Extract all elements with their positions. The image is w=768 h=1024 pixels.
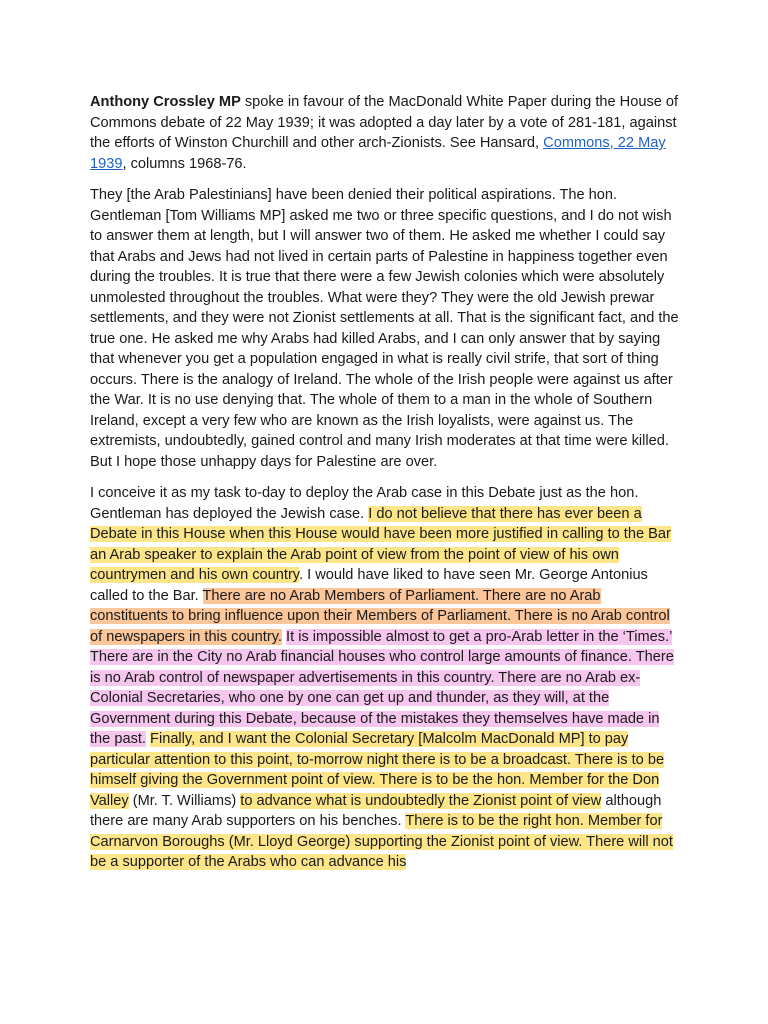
highlight-yellow: I do not believe that there has ever been a Debate in this House when this House would have been more justified in calling to the Bar an Arab speaker to explain the Arab point of view from the point of view of his own countrymen and his own country [90, 505, 671, 583]
intro-text-end: , columns 1968-76. [122, 155, 247, 172]
text-segment: although there are many Arab supporters on his benches. [90, 792, 662, 829]
text-segment: . I would have liked to have seen Mr. George Antonius called to the Bar. [90, 567, 648, 604]
body-paragraph-3 [90, 483, 680, 873]
hansard-link[interactable]: Commons, 22 May 1939 [90, 135, 666, 172]
document-page [90, 92, 680, 884]
highlight-yellow: Finally, and I want the Colonial Secretary [Malcolm MacDonald MP] to pay particular attention to this point, to-morrow night there is to be a broadcast. There is to be himself giving the Government point of view. There is to be the hon. Member for the Don Valley [90, 731, 665, 809]
highlight-orange: There are no Arab Members of Parliament. There are no Arab constituents to bring influence upon their Members of Parliament. There is no Arab control of newspapers in this country. [90, 587, 670, 645]
text-segment: I conceive it as my task to-day to deploy the Arab case in this Debate just as the hon. Gentleman has deployed the Jewish case. [90, 485, 639, 522]
speaker-name: Anthony Crossley MP [90, 94, 241, 110]
highlight-pink: It is impossible almost to get a pro-Arab letter in the ‘Times.’ There are in the City no Arab financial houses who control large amounts of finance. There is no Arab control of newspaper advertisements in this country. There are no Arab ex-Colonial Secretaries, who one by one can get up and thunder, as they will, at the Government during this Debate, because of the mistakes they themselves have made in the past. [90, 628, 674, 747]
highlight-yellow: to advance what is undoubtedly the Zionist point of view [240, 792, 602, 809]
body-paragraph-2: They [the Arab Palestinians] have been denied their political aspirations. The hon. Gentleman [Tom Williams MP] asked me two or three specific questions, and I do not wish to answer them at length, but I will answer two of them. He asked me whether I could say that Arabs and Jews had not lived in certain parts of Palestine in happiness together even during the troubles. It is true that there were a few Jewish colonies which were absolutely unmolested throughout the troubles. What were they? They were the old Jewish prewar settlements, and they were not Zionist settlements at all. That is the significant fact, and the true one. He asked me why Arabs had killed Arabs, and I can only answer that by saying that whenever you get a population engaged in what is really civil strife, that sort of thing occurs. There is the analogy of Ireland. The whole of the Irish people were against us after the War. It is no use denying that. The whole of them to a man in the whole of Southern Ireland, except a very few who are known as the Irish loyalists, were against us. The extremists, undoubtedly, gained control and many Irish moderates at that time were killed. But I hope those unhappy days for Palestine are over. [90, 187, 679, 470]
intro-text: spoke in favour of the MacDonald White Paper during the House of Commons debate of 22 May 1939; it was adopted a day later by a vote of 281-181, against the efforts of Winston Churchill and other arch-Zionists. See Hansard, [90, 94, 679, 151]
intro-paragraph [90, 92, 680, 174]
highlight-yellow: There is to be the right hon. Member for Carnarvon Boroughs (Mr. Lloyd George) supporting the Zionist point of view. There will not be a supporter of the Arabs who can advance his [90, 813, 673, 870]
text-segment: (Mr. T. Williams) [128, 792, 241, 809]
